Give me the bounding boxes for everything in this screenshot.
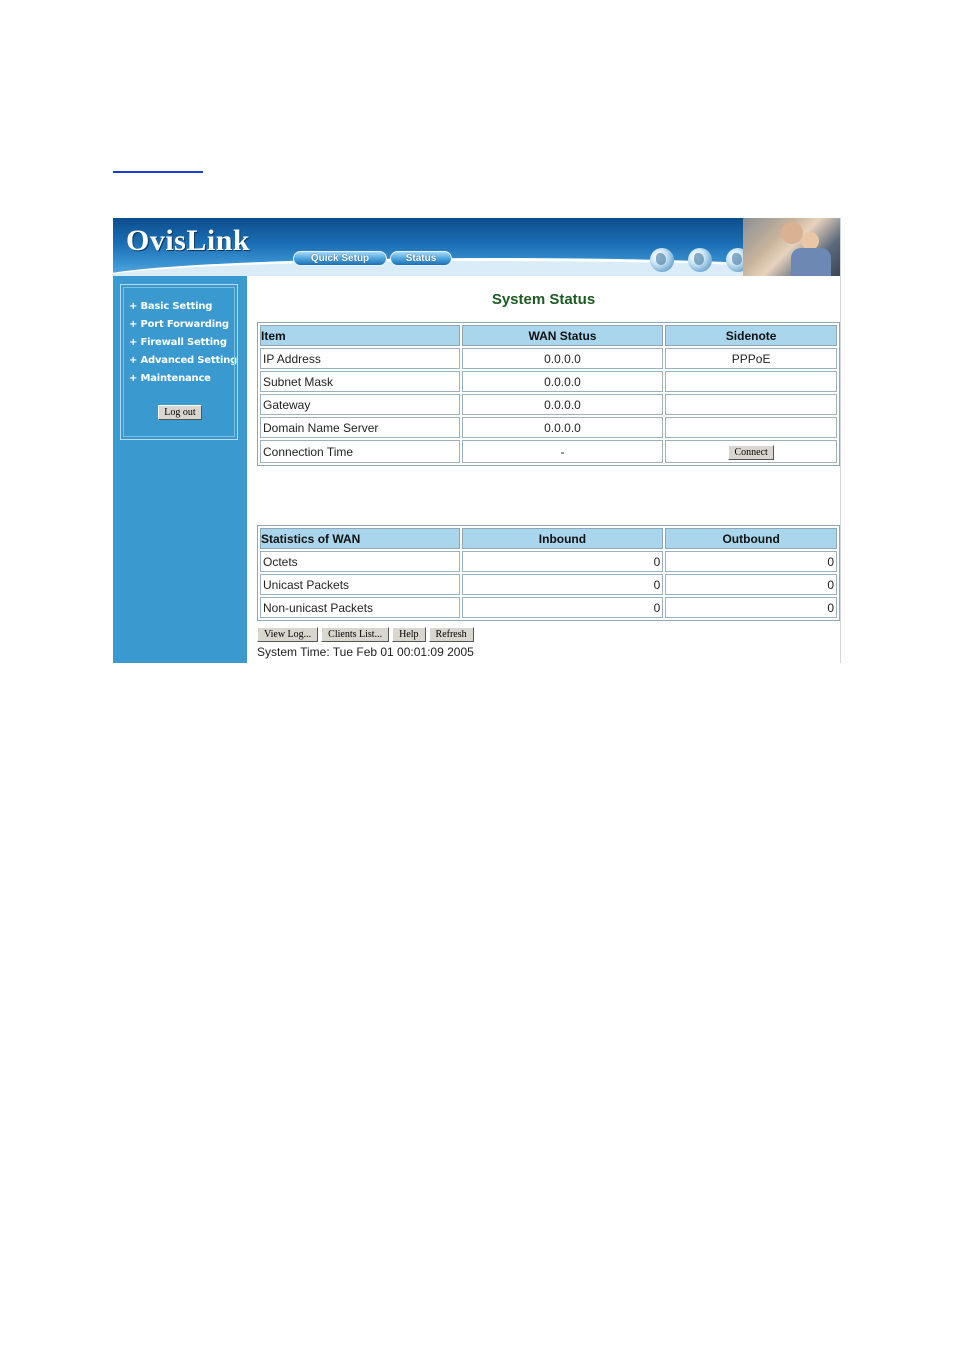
column-header-wan-status: WAN Status	[462, 325, 664, 346]
cell-item: Non-unicast Packets	[260, 597, 460, 618]
cell-outbound: 0	[665, 597, 837, 618]
cell-status: 0.0.0.0	[462, 417, 664, 438]
cell-status: 0.0.0.0	[462, 348, 664, 369]
wan-status-table	[257, 322, 840, 466]
cell-inbound: 0	[462, 551, 664, 572]
sidebar-menu	[120, 284, 238, 440]
connect-button[interactable]: Connect	[728, 445, 774, 460]
table-row	[260, 348, 837, 369]
column-header-statistics: Statistics of WAN	[260, 528, 460, 549]
status-button[interactable]: Status	[390, 251, 452, 266]
cell-note: PPPoE	[665, 348, 837, 369]
router-admin-frame	[113, 218, 841, 663]
table-header-row	[260, 528, 837, 549]
banner-photo	[743, 218, 840, 276]
cell-note	[665, 417, 837, 438]
sidebar-item-port-forwarding[interactable]: + Port Forwarding	[129, 319, 229, 330]
top-link[interactable]	[113, 171, 203, 173]
cell-status: -	[462, 440, 664, 463]
page-title: System Status	[491, 291, 596, 308]
quick-setup-button[interactable]: Quick Setup	[293, 251, 387, 266]
table-header-row	[260, 325, 837, 346]
cell-item: Unicast Packets	[260, 574, 460, 595]
action-buttons	[257, 627, 474, 642]
globe-icon	[650, 248, 674, 272]
logout-button[interactable]: Log out	[158, 405, 202, 420]
cell-inbound: 0	[462, 597, 664, 618]
sidebar-item-basic-setting[interactable]: + Basic Setting	[129, 301, 213, 312]
table-row	[260, 597, 837, 618]
clients-list-button[interactable]: Clients List...	[321, 627, 389, 642]
cell-outbound: 0	[665, 574, 837, 595]
table-row	[260, 417, 837, 438]
cell-note	[665, 394, 837, 415]
column-header-inbound: Inbound	[462, 528, 664, 549]
cell-item: Subnet Mask	[260, 371, 460, 392]
column-header-outbound: Outbound	[665, 528, 837, 549]
table-row	[260, 371, 837, 392]
cell-status: 0.0.0.0	[462, 371, 664, 392]
sidebar-item-maintenance[interactable]: + Maintenance	[129, 373, 211, 384]
header-banner	[113, 218, 840, 276]
cell-item: Octets	[260, 551, 460, 572]
sidebar-item-firewall-setting[interactable]: + Firewall Setting	[129, 337, 227, 348]
table-row	[260, 551, 837, 572]
wan-statistics-table	[257, 525, 840, 621]
cell-item: Gateway	[260, 394, 460, 415]
globe-icon	[688, 248, 712, 272]
sidebar	[113, 276, 247, 663]
refresh-button[interactable]: Refresh	[429, 627, 474, 642]
cell-outbound: 0	[665, 551, 837, 572]
cell-note	[665, 440, 837, 463]
table-row	[260, 394, 837, 415]
table-row	[260, 574, 837, 595]
cell-item: Domain Name Server	[260, 417, 460, 438]
system-time: System Time: Tue Feb 01 00:01:09 2005	[257, 645, 474, 659]
help-button[interactable]: Help	[392, 627, 425, 642]
main-content	[247, 276, 840, 663]
column-header-sidenote: Sidenote	[665, 325, 837, 346]
table-row	[260, 440, 837, 463]
cell-item: Connection Time	[260, 440, 460, 463]
cell-inbound: 0	[462, 574, 664, 595]
view-log-button[interactable]: View Log...	[257, 627, 318, 642]
column-header-item: Item	[260, 325, 460, 346]
cell-note	[665, 371, 837, 392]
brand-logo: OvisLink	[126, 224, 251, 257]
cell-status: 0.0.0.0	[462, 394, 664, 415]
cell-item: IP Address	[260, 348, 460, 369]
sidebar-item-advanced-setting[interactable]: + Advanced Setting	[129, 355, 238, 366]
